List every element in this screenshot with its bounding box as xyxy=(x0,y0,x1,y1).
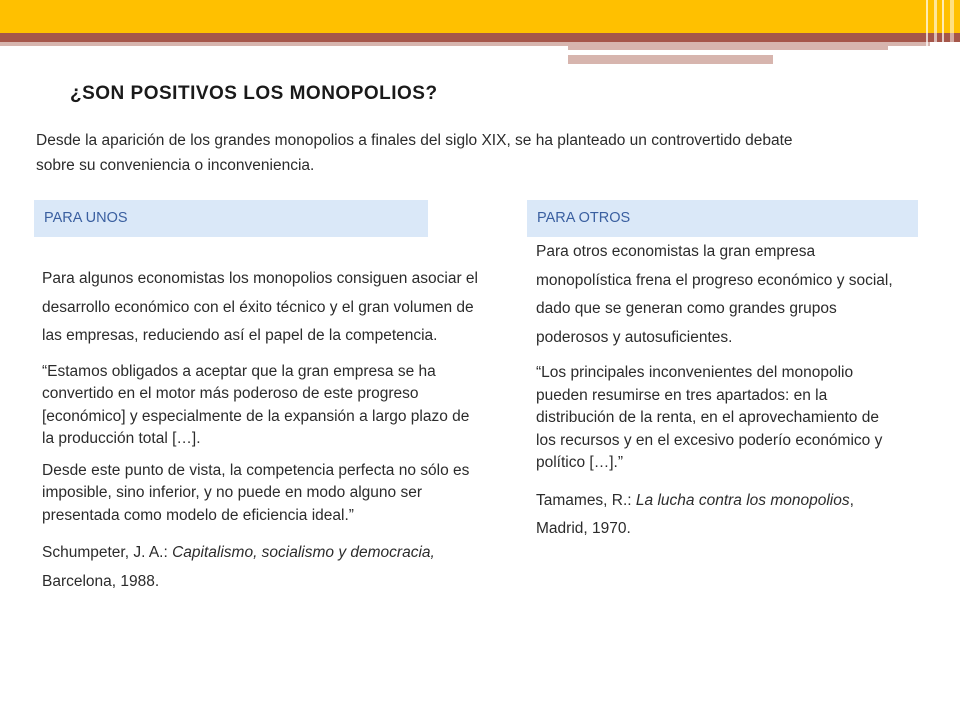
header-band-pink-shorter xyxy=(568,55,773,64)
left-citation-work: Capitalismo, socialismo y democracia, xyxy=(172,544,435,561)
left-quote-1: “Estamos obligados a aceptar que la gran empresa se ha convertido en el motor más poderoso de este progreso [económico] y especialmente de la expansión a largo plazo de la producción total […]. xyxy=(42,362,470,447)
column-header-para-otros: PARA OTROS xyxy=(527,200,918,237)
left-paragraph-1: Para algunos economistas los monopolios consiguen asociar el desarrollo económico con el éxito técnico y el gran volumen de las empresas, reduciendo así el papel de la competencia. xyxy=(42,270,478,344)
left-quote-2: Desde este punto de vista, la competencia perfecta no sólo es imposible, sino inferior, y no puede en modo alguno ser presentada como modelo de eficiencia ideal.” xyxy=(42,461,470,524)
header-band-brown xyxy=(0,33,960,42)
right-column xyxy=(536,238,901,544)
right-citation-place-year: , Madrid, 1970. xyxy=(536,491,854,537)
right-citation-author: Tamames, R.: xyxy=(536,491,636,509)
left-citation xyxy=(42,539,482,596)
left-column xyxy=(42,265,482,596)
slide-title: ¿SON POSITIVOS LOS MONOPOLIOS? xyxy=(70,83,438,104)
right-paragraph-1: Para otros economistas la gran empresa monopolística frena el progreso económico y social, dado que se generan como grandes grupos poderosos y autosuficientes. xyxy=(536,243,893,346)
decorative-stripes xyxy=(920,0,960,60)
right-quote: “Los principales inconvenientes del monopolio pueden resumirse en tres apartados: en la distribución de la renta, en el aprovechamiento de los recursos y en el excesivo poderío económico y político […].” xyxy=(536,364,883,471)
intro-paragraph: Desde la aparición de los grandes monopolios a finales del siglo XIX, se ha planteado un controvertido debate sobre su conveniencia o inconveniencia. xyxy=(36,132,793,174)
left-citation-place-year: Barcelona, 1988. xyxy=(42,572,160,590)
right-citation xyxy=(536,487,901,544)
header-band-yellow xyxy=(0,0,960,33)
header-band-white-line xyxy=(568,50,888,53)
left-citation-author: Schumpeter, J. A.: xyxy=(42,544,173,561)
column-header-para-unos: PARA UNOS xyxy=(34,200,428,237)
right-citation-work: La lucha contra los monopolios xyxy=(635,491,850,509)
